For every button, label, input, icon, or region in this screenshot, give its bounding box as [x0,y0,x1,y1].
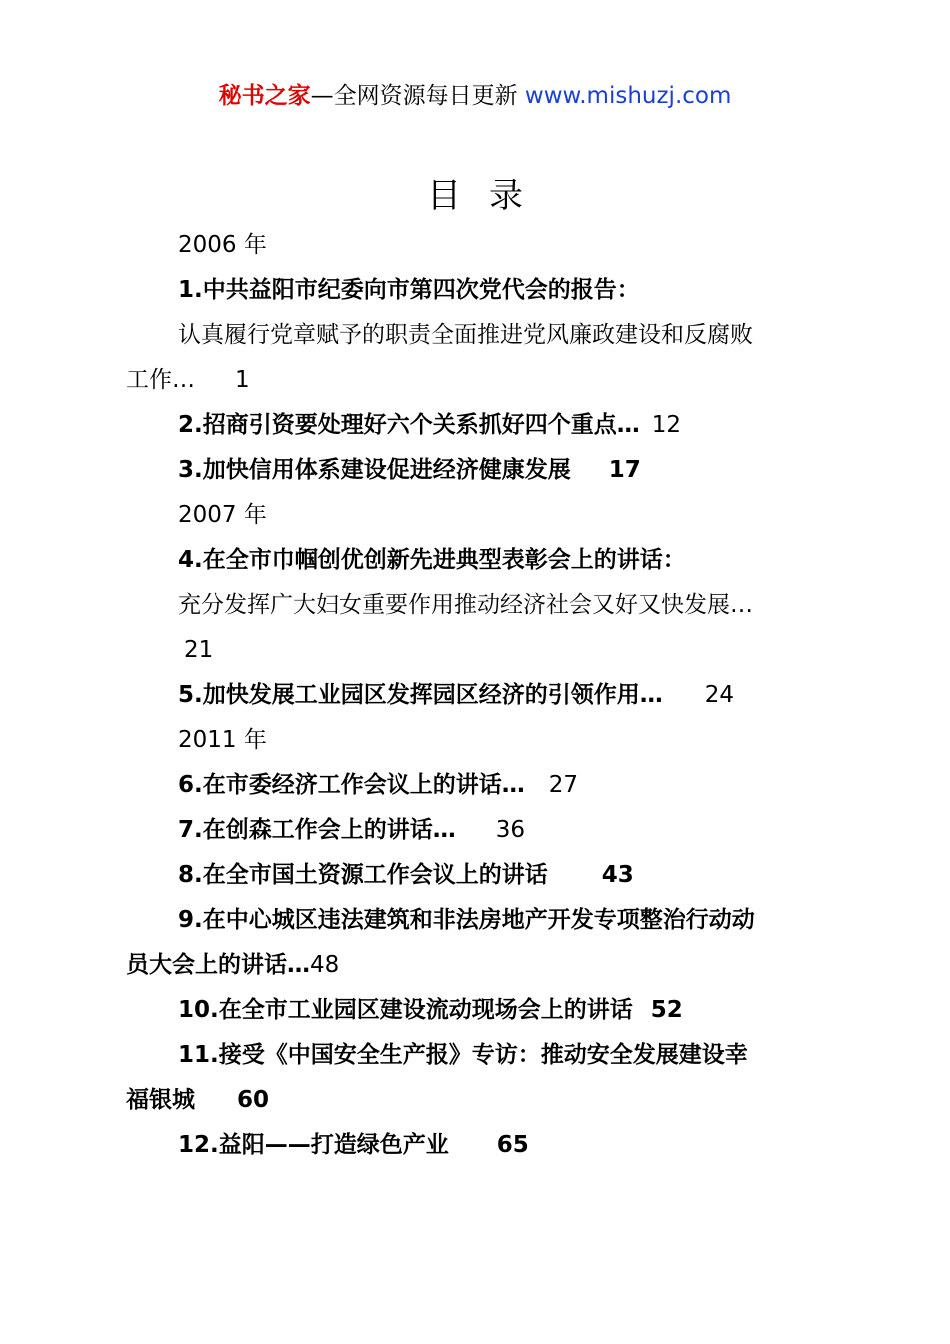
banner-tagline: —全网资源每日更新 [310,83,525,109]
toc-entry [178,769,578,801]
page-number: 17 [608,457,641,483]
toc-entry-title: 福银城 [126,1087,195,1113]
toc-entry-subtitle: 认真履行党章赋予的职责全面推进党风廉政建设和反腐败 [178,322,753,348]
toc-entry [178,994,683,1026]
toc-entry [178,814,525,846]
year-heading: 2006 年 [178,232,267,258]
toc-entry-subtitle: 工作… [126,367,195,393]
year-heading: 2007 年 [178,502,267,528]
site-banner [0,80,950,112]
toc-entry [126,1084,269,1116]
brand-name: 秘书之家 [218,83,311,109]
page-number: 12 [651,412,682,438]
page-number: 65 [496,1132,529,1158]
toc-entry [178,409,681,441]
toc-title [0,172,950,220]
toc-entry-title: 7.在创森工作会上的讲话… [178,817,456,843]
page-number: 27 [548,772,579,798]
year-heading: 2011 年 [178,727,267,753]
toc-entry [178,679,734,711]
toc-entry-title: 11.接受《中国安全生产报》专访：推动安全发展建设幸 [178,1042,748,1068]
toc-entry-title: 10.在全市工业园区建设流动现场会上的讲话 [178,997,633,1023]
toc-entry [126,949,339,981]
toc-entry-title: 8.在全市国土资源工作会议上的讲话 [178,862,548,888]
toc-entry-title: 9.在中心城区违法建筑和非法房地产开发专项整治行动动 [178,907,755,933]
page-number: 21 [184,637,214,663]
toc-entry-title: 4.在全市巾帼创优创新先进典型表彰会上的讲话： [178,547,686,573]
page-number: 24 [704,682,735,708]
page-number: 1 [235,367,250,393]
toc-entry-subtitle: 充分发挥广大妇女重要作用推动经济社会又好又快发展… [178,592,753,618]
toc-title-char: 目 [427,176,461,216]
toc-title-char: 录 [489,176,523,216]
toc-entry-title: 3.加快信用体系建设促进经济健康发展 [178,457,571,483]
page-number: 60 [237,1087,270,1113]
toc-entry [178,454,641,486]
page-number: 52 [650,997,683,1023]
toc-entry-title: 6.在市委经济工作会议上的讲话… [178,772,525,798]
toc-entry [178,859,634,891]
site-url-link[interactable]: www.mishuzj.com [524,83,732,109]
toc-entry [178,1129,529,1161]
toc-entry-title: 12.益阳——打造绿色产业 [178,1132,449,1158]
page-number: 48 [310,952,340,978]
toc-entry-title: 5.加快发展工业园区发挥园区经济的引领作用… [178,682,663,708]
toc-entry [126,364,250,396]
page-number: 43 [601,862,634,888]
toc-entry-title: 员大会上的讲话… [126,952,310,978]
toc-entry-title: 2.招商引资要处理好六个关系抓好四个重点… [178,412,640,438]
page-number: 36 [495,817,526,843]
toc-entry-title: 1.中共益阳市纪委向市第四次党代会的报告： [178,277,640,303]
